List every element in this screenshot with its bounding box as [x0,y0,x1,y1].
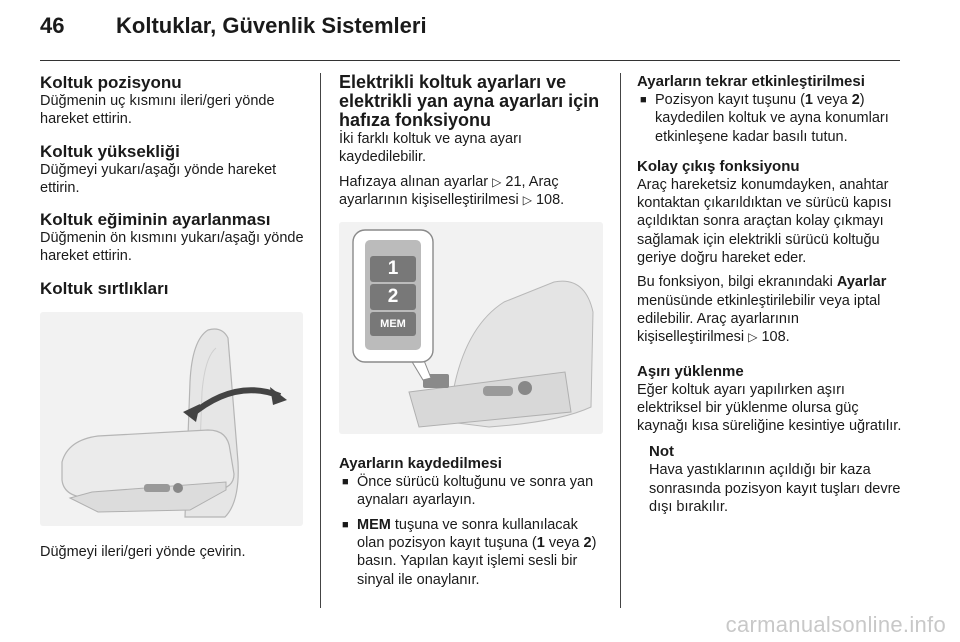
section-text: Düğmeyi yukarı/aşağı yönde hareket ettirin. [40,161,277,196]
item-text: veya [813,92,852,108]
section-title: Koltuk eğiminin ayarlanması [40,210,271,230]
item-text: Pozisyon kayıt tuşunu ( [655,92,805,108]
memory-button-2: 2 [387,286,399,308]
memory-buttons-illustration [339,222,603,434]
section-seat-tilt [40,210,305,266]
activation-steps-list [637,91,905,146]
item-text: ) basın. Yapılan kayıt işlemi sesli bir sinyal ile onaylanır. [357,535,597,588]
section-seat-position [40,73,305,129]
column-3 [637,73,905,516]
p2-b: menüsünde etkinleştirilebilir veya iptal edilebilir. Araç ayarlarının kişiselleştirilmesi [637,292,881,346]
item-text: Önce sürücü koltuğunu ve sonra yan aynaları ayarlayın. [357,474,594,509]
item-text: tuşuna ve sonra kullanılacak olan pozisyon kayıt tuşuna ( [357,516,578,552]
section-title: Ayarların tekrar etkinleştirilmesi [637,73,865,90]
page-ref-arrow-icon: ▷ [748,330,758,345]
header-rule [40,60,900,61]
reference-text [339,173,605,210]
ref-a: 21, Araç ayarlarının kişiselleştirilmesi [339,173,559,208]
mem-label: MEM [357,516,391,533]
settings-label: Ayarlar [836,274,887,291]
section-seat-height [40,142,305,198]
page-number: 46 [40,13,65,38]
page-ref-arrow-icon: ▷ [522,192,532,207]
section-text: Eğer koltuk ayarı yapılırken aşırı elektriksel bir yüklenme olursa güç kaynağı kısa süreliğine kesintiye uğratılır. [637,381,902,435]
section-text [637,273,905,346]
list-item [339,516,605,589]
column-1 [40,73,305,561]
p2-a: Bu fonksiyon, bilgi ekranındaki [637,274,837,291]
column-divider-2 [620,73,621,608]
section-title: Ayarların kaydedilmesi [339,455,502,473]
section-text: Düğmenin ön kısmını yukarı/aşağı yönde hareket ettirin. [40,230,304,265]
section-title: Koltuk pozisyonu [40,73,182,92]
column-divider-1 [320,73,321,608]
save-steps-list [339,473,605,589]
intro-text: İki farklı koltuk ve ayna ayarı kaydedilebilir. [339,131,522,166]
column-2 [339,73,605,595]
section-seat-backrests [40,279,305,298]
item-text: veya [544,535,584,552]
item-text: ) kaydedilen koltuk ve ayna konumları etkinleşene kadar basılı tutun. [655,92,889,145]
section-title: Kolay çıkış fonksiyonu [637,157,800,175]
list-item [339,473,605,510]
section-title: Koltuk yüksekliği [40,141,180,161]
note-text: Hava yastıklarının açıldığı bir kaza sonrasında pozisyon kayıt tuşları devre dışı bırakılır. [649,462,901,516]
memory-button-1: 1 [387,258,399,280]
section-title: Elektrikli koltuk ayarları ve elektrikli yan ayna ayarları için hafıza fonksiyonu [339,72,600,130]
figure-caption: Düğmeyi ileri/geri yönde çevirin. [40,543,246,560]
chapter-title: Koltuklar, Güvenlik Sistemleri [116,13,427,38]
num-2: 2 [583,535,592,552]
ref-b: 108. [535,191,565,208]
ref-pre: Hafızaya alınan ayarlar [339,173,493,190]
section-title: Aşırı yüklenme [637,362,744,380]
note-title: Not [649,443,674,461]
section-title: Koltuk sırtlıkları [40,278,169,298]
note-box [637,443,905,516]
section-text: Düğmenin uç kısmını ileri/geri yönde hareket ettirin. [40,93,275,128]
watermark: carmanualsonline.info [725,612,946,637]
num-1: 1 [536,535,545,552]
section-text: Araç hareketsiz konumdayken, anahtar kontaktan çıkarıldıktan ve sürücü kapısı açıldıktan sonra araçtan kolay çıkmayı sağlamak için elektrikli sürücü koltuğu geriye doğru hareket eder. [637,176,892,267]
p2-c: 108. [761,329,790,346]
num-2: 2 [851,92,860,108]
page-ref-arrow-icon: ▷ [492,174,502,189]
num-1: 1 [804,92,813,108]
memory-button-mem: MEM [380,318,406,331]
seat-backrest-illustration [40,312,303,526]
list-item [637,91,905,146]
